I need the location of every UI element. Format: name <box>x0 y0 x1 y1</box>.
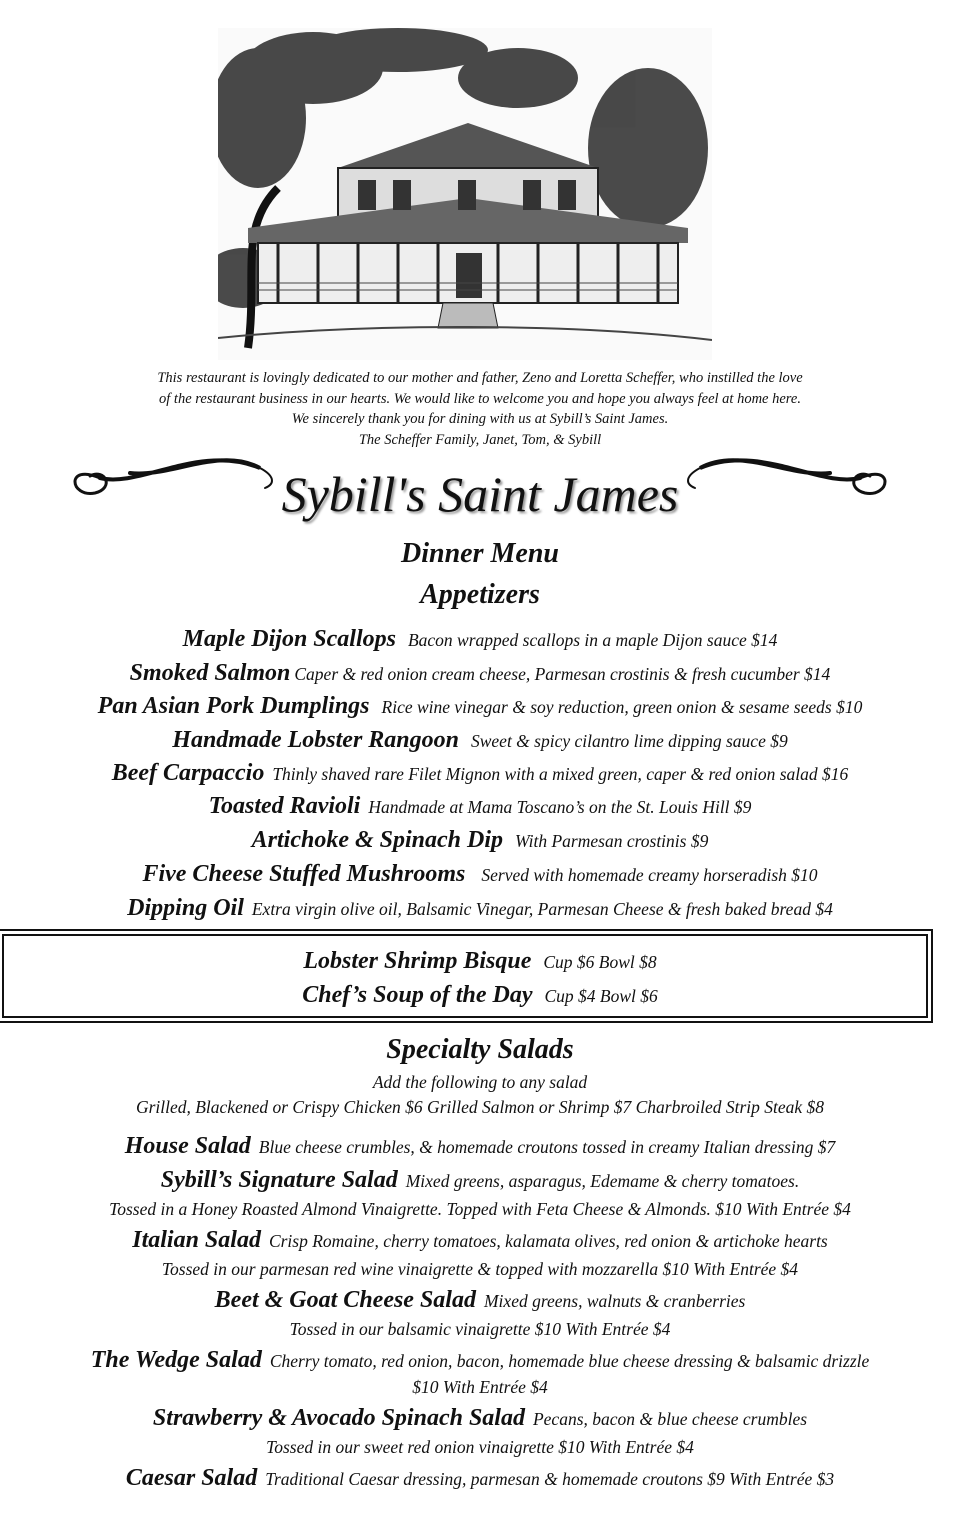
item-name: Beet & Goat Cheese Salad <box>214 1287 476 1313</box>
item-name: Sybill’s Signature Salad <box>160 1167 398 1193</box>
item-description-cont: Tossed in a Honey Roasted Almond Vinaigrette. Topped with Feta Cheese & Almonds. $10 With Entrée $4 <box>109 1199 851 1219</box>
item-description: Thinly shaved rare Filet Mignon with a mixed green, caper & red onion salad $16 <box>272 764 849 784</box>
item-description: Caper & red onion cream cheese, Parmesan crostinis & fresh cucumber $14 <box>294 664 831 684</box>
addon-list: Grilled, Blackened or Crispy Chicken $6 Grilled Salmon or Shrimp $7 Charbroiled Strip Steak $8 <box>135 1097 825 1117</box>
item-name: Toasted Ravioli <box>208 793 361 819</box>
dedication-line: The Scheffer Family, Janet, Tom, & Sybill <box>358 431 602 448</box>
menu-item <box>0 789 960 826</box>
item-name: Caesar Salad <box>125 1465 258 1491</box>
item-description-cont: Tossed in our sweet red onion vinaigrette $10 With Entrée $4 <box>266 1437 694 1457</box>
item-name: Maple Dijon Scallops <box>182 626 396 652</box>
dedication-text <box>60 368 900 450</box>
menu-item <box>0 689 960 726</box>
appetizers-heading: Appetizers <box>420 579 540 610</box>
item-name: House Salad <box>124 1133 251 1159</box>
addon-intro: Add the following to any salad <box>372 1072 588 1092</box>
menu-item <box>0 656 960 693</box>
dedication-line: of the restaurant business in our hearts. We would like to welcome you and hope you always feel at home here. <box>159 390 801 407</box>
item-price: Cup $6 Bowl $8 <box>543 952 657 972</box>
item-name: The Wedge Salad <box>90 1347 262 1373</box>
item-name: Five Cheese Stuffed Mushrooms <box>142 861 466 887</box>
item-price: Cup $4 Bowl $6 <box>544 986 658 1006</box>
item-description: Cherry tomato, red onion, bacon, homemade blue cheese dressing & balsamic drizzle <box>269 1351 870 1371</box>
item-name: Chef’s Soup of the Day <box>302 982 533 1008</box>
item-description: Mixed greens, asparagus, Edemame & cherry tomatoes. <box>405 1171 800 1191</box>
item-name: Dipping Oil <box>127 895 244 921</box>
menu-item <box>0 1402 960 1437</box>
item-description: Bacon wrapped scallops in a maple Dijon sauce $14 <box>407 630 778 650</box>
item-description: Sweet & spicy cilantro lime dipping sauce $9 <box>470 731 788 751</box>
item-name: Handmade Lobster Rangoon <box>172 727 459 753</box>
soup-item <box>0 978 960 1015</box>
menu-item <box>0 891 960 928</box>
item-name: Strawberry & Avocado Spinach Salad <box>152 1405 525 1431</box>
item-name: Pan Asian Pork Dumplings <box>97 693 370 719</box>
menu-item <box>0 622 960 659</box>
item-name: Italian Salad <box>132 1227 261 1253</box>
item-description: Blue cheese crumbles, & homemade croutons tossed in creamy Italian dressing $7 <box>258 1137 836 1157</box>
menu-item <box>0 1130 960 1165</box>
item-name: Beef Carpaccio <box>111 760 265 786</box>
item-description-cont: $10 With Entrée $4 <box>412 1377 548 1397</box>
item-description: Pecans, bacon & blue cheese crumbles <box>532 1409 808 1429</box>
menu-item <box>0 823 960 860</box>
menu-item <box>0 857 960 894</box>
salads-heading: Specialty Salads <box>386 1034 574 1065</box>
menu-item <box>0 1164 960 1199</box>
house-illustration <box>218 28 712 360</box>
menu-item <box>0 723 960 760</box>
soup-item <box>0 944 960 981</box>
item-description-cont: Tossed in our parmesan red wine vinaigrette & topped with mozzarella $10 With Entrée $4 <box>161 1259 799 1279</box>
item-name: Lobster Shrimp Bisque <box>303 948 532 974</box>
restaurant-name: Sybill's Saint James <box>281 466 679 522</box>
item-description-cont: Tossed in our balsamic vinaigrette $10 With Entrée $4 <box>289 1319 671 1339</box>
menu-item <box>0 1284 960 1319</box>
item-name: Smoked Salmon <box>129 660 291 686</box>
item-description: Traditional Caesar dressing, parmesan & homemade croutons $9 With Entrée $3 <box>265 1469 835 1489</box>
item-description: Handmade at Mama Toscano’s on the St. Louis Hill $9 <box>368 797 752 817</box>
item-description: With Parmesan crostinis $9 <box>515 831 709 851</box>
item-description: Mixed greens, walnuts & cranberries <box>483 1291 746 1311</box>
menu-item <box>0 756 960 793</box>
menu-title: Dinner Menu <box>401 538 559 569</box>
item-description: Extra virgin olive oil, Balsamic Vinegar, Parmesan Cheese & fresh baked bread $4 <box>251 899 833 919</box>
dedication-line: This restaurant is lovingly dedicated to our mother and father, Zeno and Loretta Scheffer, who instilled the love <box>157 370 803 386</box>
item-description: Rice wine vinegar & soy reduction, green onion & sesame seeds $10 <box>381 697 863 717</box>
item-description: Served with homemade creamy horseradish $10 <box>481 865 818 885</box>
menu-item <box>0 1224 960 1259</box>
menu-item <box>0 1462 960 1497</box>
item-name: Artichoke & Spinach Dip <box>251 827 504 853</box>
dedication-line: We sincerely thank you for dining with us at Sybill’s Saint James. <box>291 411 669 427</box>
item-description: Crisp Romaine, cherry tomatoes, kalamata olives, red onion & artichoke hearts <box>268 1231 828 1251</box>
